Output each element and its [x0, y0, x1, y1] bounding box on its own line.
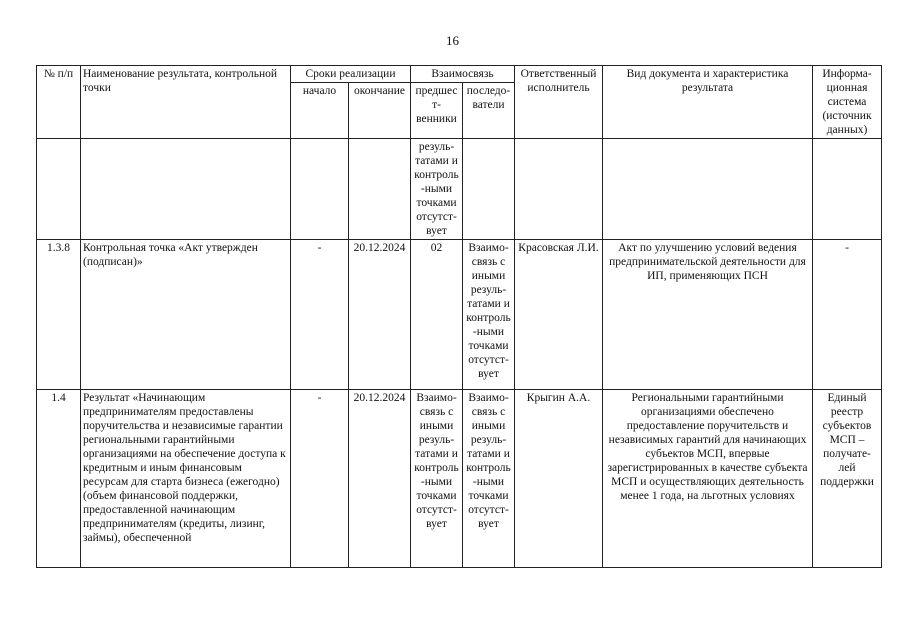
- cell-start: -: [291, 240, 349, 390]
- cell-name: [81, 139, 291, 240]
- cell-doc-type: [603, 139, 813, 240]
- cell-predecessors: Взаимо-связь с иными резуль-татами и контроль-ными точками отсутст-вует: [411, 390, 463, 568]
- header-terms: Сроки реализации: [291, 66, 411, 83]
- header-row-1: [37, 66, 882, 83]
- table-row: [37, 390, 882, 568]
- cell-end: 20.12.2024: [349, 390, 411, 568]
- cell-num: [37, 139, 81, 240]
- header-links: Взаимосвязь: [411, 66, 515, 83]
- header-responsible: Ответственный исполнитель: [515, 66, 603, 139]
- cell-predecessors: резуль-татами и контроль-ными точками отсутст-вует: [411, 139, 463, 240]
- cell-name: Результат «Начинающим предпринимателям предоставлены поручительства и независимые гарантии региональными гарантийными организациями на обеспечение доступа к кредитным и иным финансовым ресурсам для старта бизнеса (ежегодно) (объем финансовой поддержки, предоставленной начинающим предпринимателям (кредиты, лизинг, займы), обеспеченной: [81, 390, 291, 568]
- header-successors: последо-ватели: [463, 83, 515, 139]
- cell-start: [291, 139, 349, 240]
- cell-doc-type: Акт по улучшению условий ведения предпринимательской деятельности для ИП, применяющих ПСН: [603, 240, 813, 390]
- page-number: 16: [446, 33, 459, 48]
- header-name: Наименование результата, контрольной точки: [81, 66, 291, 139]
- plan-table: [36, 65, 882, 568]
- cell-doc-type: Региональными гарантийными организациями обеспечено предоставление поручительств и независимых гарантий для начинающих субъектов МСП, впервые зарегистрированных в качестве субъекта МСП и осуществляющих деятельность менее 1 года, на льготных условиях: [603, 390, 813, 568]
- cell-name: Контрольная точка «Акт утвержден (подписан)»: [81, 240, 291, 390]
- header-start: начало: [291, 83, 349, 139]
- header-doc-type: Вид документа и характеристика результата: [603, 66, 813, 139]
- cell-info-system: -: [813, 240, 882, 390]
- header-end: окончание: [349, 83, 411, 139]
- cell-num: 1.4: [37, 390, 81, 568]
- table-row: [37, 139, 882, 240]
- cell-responsible: [515, 139, 603, 240]
- cell-num: 1.3.8: [37, 240, 81, 390]
- cell-successors: [463, 139, 515, 240]
- cell-responsible: Красовская Л.И.: [515, 240, 603, 390]
- cell-successors: Взаимо-связь с иными резуль-татами и контроль-ными точками отсутст-вует: [463, 240, 515, 390]
- cell-info-system: Единый реестр субъектов МСП – получате-лей поддержки: [813, 390, 882, 568]
- cell-responsible: Крыгин А.А.: [515, 390, 603, 568]
- cell-end: 20.12.2024: [349, 240, 411, 390]
- header-num: № п/п: [37, 66, 81, 139]
- cell-start: -: [291, 390, 349, 568]
- table-row: [37, 240, 882, 390]
- cell-info-system: [813, 139, 882, 240]
- header-info-system: Информа-ционная система (источник данных): [813, 66, 882, 139]
- header-predecessors: предшест-венники: [411, 83, 463, 139]
- cell-end: [349, 139, 411, 240]
- cell-predecessors: 02: [411, 240, 463, 390]
- cell-successors: Взаимо-связь с иными резуль-татами и контроль-ными точками отсутст-вует: [463, 390, 515, 568]
